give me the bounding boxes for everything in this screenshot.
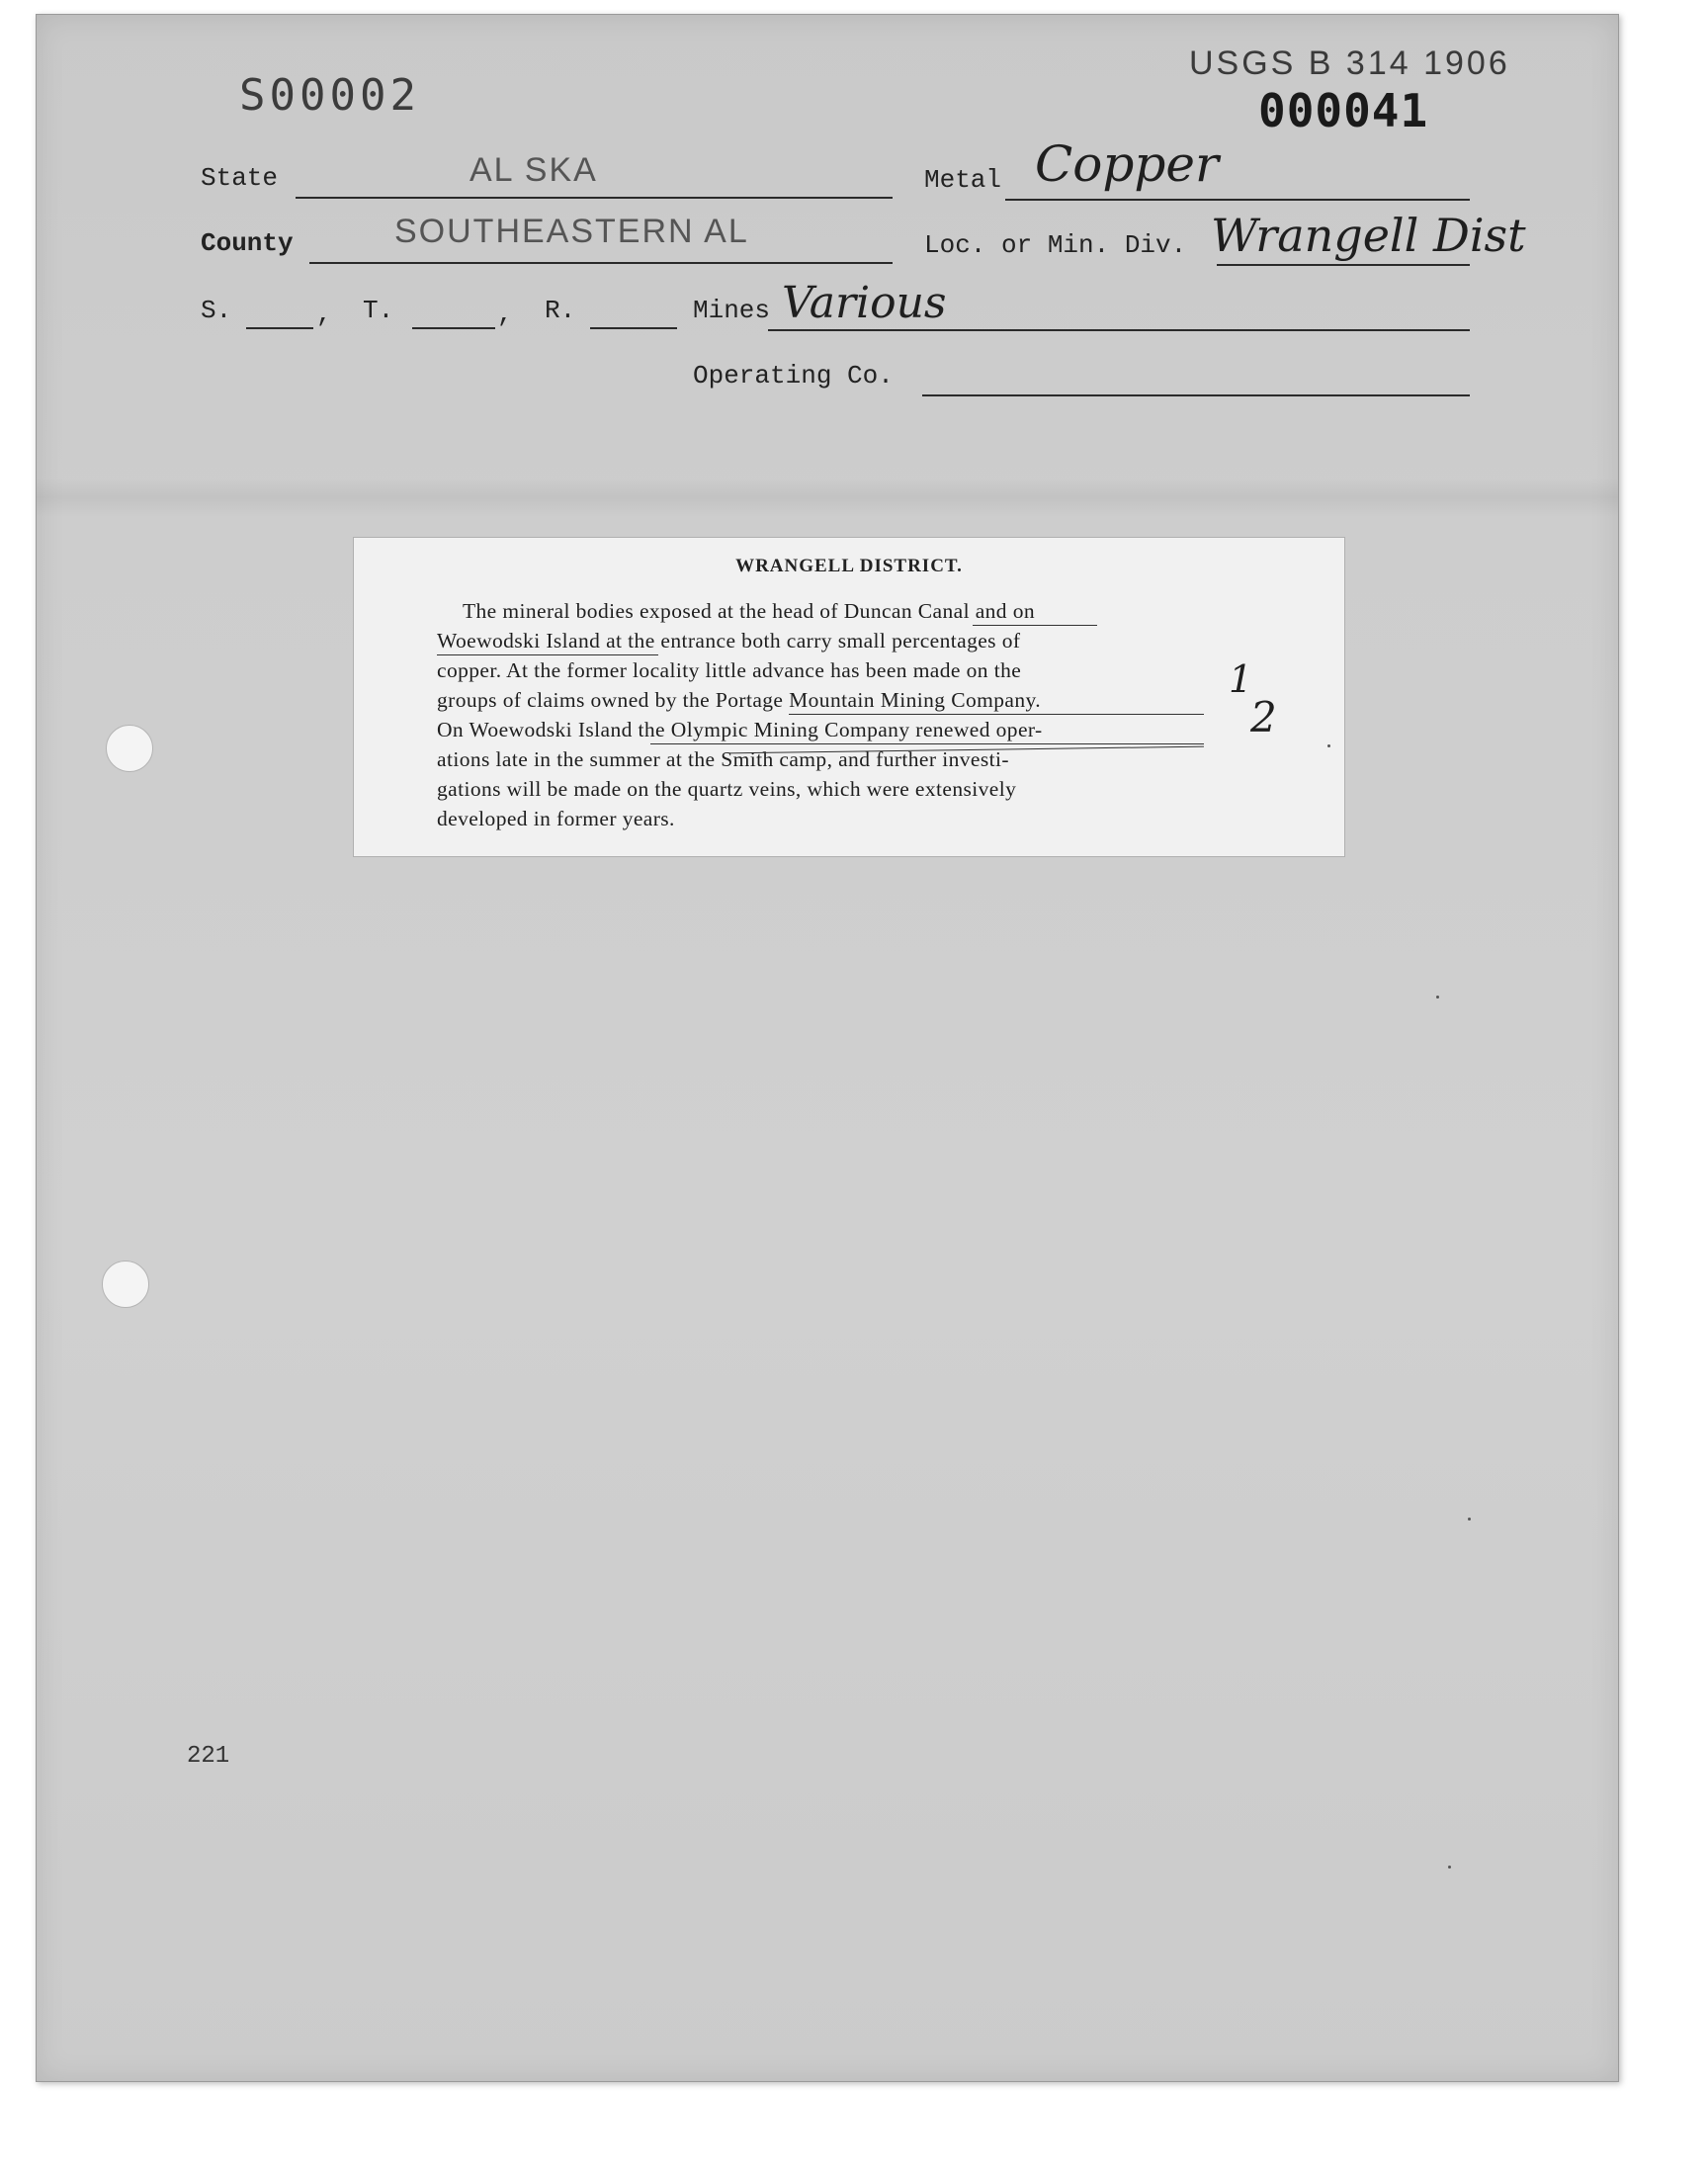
county-value: SOUTHEASTERN AL [394, 213, 749, 250]
scan-band [37, 478, 1618, 517]
clipping-line: ations late in the summer at the Smith camp, and further investi- [437, 747, 1009, 771]
clipping-line: gations will be made on the quartz veins, which were extensively [437, 777, 1017, 801]
clipping-line: copper. At the former locality little advance has been made on the [437, 658, 1022, 682]
clipping-line: On Woewodski Island the Olympic Mining Company renewed oper- [437, 718, 1043, 741]
metal-rule [1005, 199, 1470, 201]
operating-company-label: Operating Co. [693, 361, 894, 391]
clipping-line: developed in former years. [437, 807, 675, 830]
loc-rule [1217, 264, 1470, 266]
township-rule [412, 327, 495, 329]
mines-value: Various [782, 278, 947, 328]
underline-portage-mountain [789, 714, 1204, 715]
county-label: County [201, 228, 294, 258]
metal-value: Copper [1035, 135, 1219, 193]
scan-speck [1327, 744, 1330, 747]
scan-speck [1436, 996, 1439, 999]
stamp-number: S00002 [239, 70, 420, 121]
punch-hole-top [106, 725, 153, 772]
loc-value: Wrangell Dist [1211, 209, 1526, 262]
mines-label: Mines [693, 296, 771, 325]
scan-speck [1448, 1866, 1451, 1869]
clipping-line: The mineral bodies exposed at the head of Duncan Canal and on [463, 599, 1036, 623]
operating-company-rule [922, 394, 1470, 396]
underline-olympic-mining [650, 743, 1204, 744]
record-card [36, 14, 1619, 2082]
newspaper-clipping [353, 537, 1345, 857]
record-number: 000041 [1258, 84, 1429, 137]
mines-rule [768, 329, 1470, 331]
township-comma: , [497, 300, 513, 329]
margin-mark-1: 1 [1229, 657, 1253, 701]
county-rule [309, 262, 893, 264]
state-rule [296, 197, 893, 199]
section-rule [246, 327, 313, 329]
page-number: 221 [187, 1743, 230, 1770]
township-label: T. [363, 296, 394, 325]
scan-speck [1468, 1518, 1471, 1521]
metal-label: Metal [924, 165, 1002, 195]
margin-mark-2: 2 [1250, 693, 1277, 741]
clipping-title: WRANGELL DISTRICT. [735, 556, 963, 576]
range-label: R. [545, 296, 576, 325]
underline-woewodski-island [437, 654, 658, 655]
state-label: State [201, 163, 279, 193]
underline-duncan-canal [973, 625, 1097, 626]
loc-label: Loc. or Min. Div. [924, 230, 1187, 260]
punch-hole-bottom [102, 1261, 149, 1308]
section-comma: , [316, 300, 332, 329]
state-value: AL SKA [470, 151, 598, 189]
bulletin-reference: USGS B 314 1906 [1189, 44, 1510, 82]
section-label: S. [201, 296, 232, 325]
clipping-line: groups of claims owned by the Portage Mountain Mining Company. [437, 688, 1042, 712]
range-rule [590, 327, 677, 329]
clipping-line: Woewodski Island at the entrance both carry small percentages of [437, 629, 1021, 652]
